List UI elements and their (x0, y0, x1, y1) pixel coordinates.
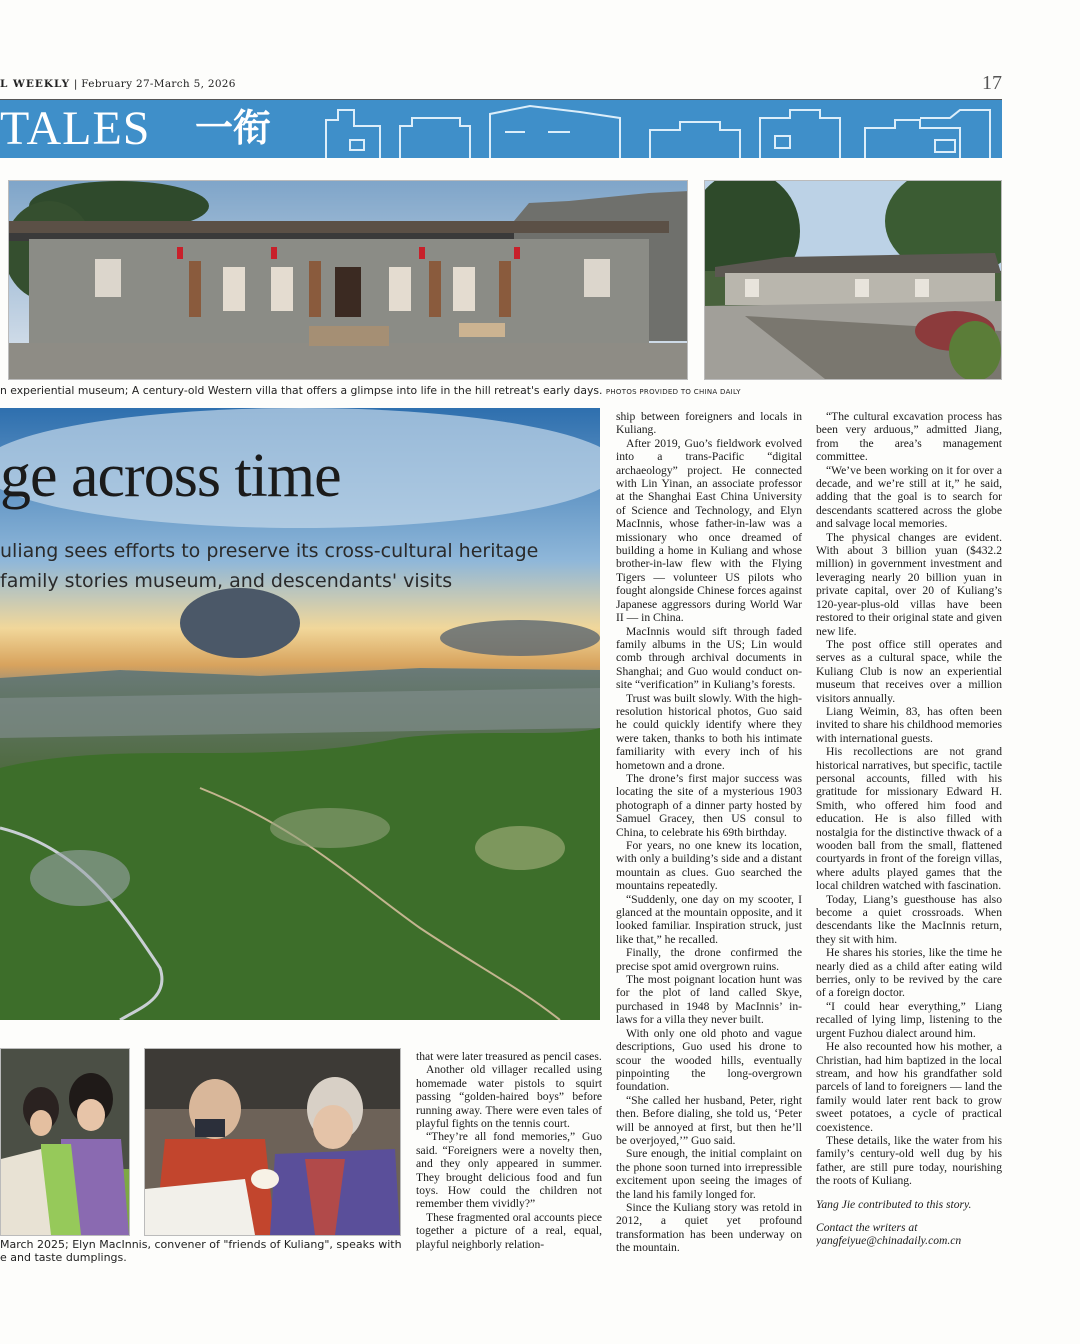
photo-visitors-dumplings (144, 1048, 401, 1236)
paragraph: Since the Kuliang story was retold in 2012, a quiet yet profound transformation has been underway on the mountain. (616, 1200, 802, 1255)
photo-western-villa (704, 180, 1002, 380)
contact-label: Contact the writers at (816, 1220, 918, 1234)
bottom-photos-caption (0, 1238, 402, 1264)
paragraph: Today, Liang’s guesthouse has also become a quiet crossroads. When descendants like the MacInnis return, they sit with him. (816, 892, 1002, 946)
paragraph: “She called her husband, Peter, right then. Before dialing, she told us, ‘Peter will be annoyed at first, but then he’ll be overjoyed,’” Guo said. (616, 1093, 802, 1147)
photo-stone-museum (8, 180, 688, 380)
paragraph: The most poignant location hunt was for the plot of land called Skye, purchased in 1948 by MacInnis’ in-laws for a villa they never built. (616, 973, 802, 1027)
page-header (0, 72, 1002, 98)
paragraph: Another old villager recalled using homemade water pistols to squirt passing “golden-haired boys” before running away. There were even tales of playful fights on the tennis court. (416, 1063, 602, 1131)
paragraph: The post office still operates and serves as a cultural space, while the Kuliang Club is now an experiential museum that receives over a million visitors annually. (816, 637, 1002, 705)
paragraph: “We’ve been working on it for over a decade, and we’re still at it,” he said, adding that the goal is to search for descendants scattered across the globe and salvage local memories. (816, 463, 1002, 531)
paragraph: ship between foreigners and locals in Kuliang. (616, 410, 802, 437)
banner-chinese: 一衔 (195, 106, 272, 150)
section-banner (0, 100, 1002, 158)
issue-date: February 27-March 5, 2026 (81, 78, 236, 90)
paragraph: With only one old photo and vague descriptions, Guo used his drone to scour the wooded hills, eventually pinpointing the long-overgrown foundation. (616, 1026, 802, 1094)
article-column-2 (616, 410, 802, 1272)
article-column-1 (416, 1050, 602, 1272)
deck-line-1: uliang sees efforts to preserve its cross-cultural heritage (0, 540, 539, 562)
paragraph: He shares his stories, like the time he nearly died as a child after eating wild berries, only to be revived by the care of a foreign doctor. (816, 946, 1002, 1000)
banner-title: TALES (0, 102, 151, 155)
bottom-caption-line-1: March 2025; Elyn MacInnis, convener of "friends of Kuliang", speaks with (0, 1238, 402, 1251)
paragraph: MacInnis would sift through faded family albums in the US; Lin would comb through archival documents in Shanghai; and Guo would conduct on-site “verification” in Kuliang’s forests. (616, 624, 802, 692)
headline: ge across time (0, 442, 341, 510)
deck (0, 536, 538, 596)
paragraph: Sure enough, the initial complaint on the phone soon turned into irrepressible excitement upon seeing the images of the land his family longed for. (616, 1147, 802, 1201)
article-column-3 (816, 410, 1002, 1272)
paragraph: “They’re all fond memories,” Guo said. “Foreigners were a novelty then, and they only appeared in summer. They brought delicious food and fun toys. How could the children not remember them vividly?” (416, 1130, 602, 1211)
paragraph: His recollections are not grand historical narratives, but specific, tactile personal accounts, filled with his gratitude for missionary Edward H. Smith, who offered him food and education. He is also filled with nostalgia for the distinctive thwack of a wooden ball from the small, flattened courtyards in front of the foreign villas, where adults played games that the local children watched with fascination. (816, 745, 1002, 893)
paragraph: After 2019, Guo’s fieldwork evolved into a trans-Pacific “digital archaeology” project. He connected with Lin Yinan, an associate professor at the Shanghai East China University of Science and Technology, and Elyn MacInnis, whose father-in-law was a missionary who once dreamed of building a home in Kuliang and whose brother-in-law flew with the Flying Tigers — volunteer US pilots who fought alongside Chinese forces against Japanese aggressors during World War II — in China. (616, 436, 802, 625)
paragraph: “Suddenly, one day on my scooter, I glanced at the mountain opposite, and it looked familiar. Inspiration struck, just like that,” he recalled. (616, 892, 802, 946)
deck-line-2: family stories museum, and descendants' visits (0, 570, 453, 592)
paragraph: Finally, the drone confirmed the precise spot amid overgrown ruins. (616, 946, 802, 973)
paragraph: The physical changes are evident. With about 3 billion yuan ($432.2 million) in government investment and leveraging nearly 20 billion yuan in private capital, over 20 of Kuliang’s 120-year-plus-old villas have been restored to their original state and given new life. (816, 530, 1002, 638)
header-left (0, 78, 236, 90)
paragraph: These fragmented oral accounts piece together a picture of a real, equal, playful neighborly relation- (416, 1210, 602, 1251)
paragraph: that were later treasured as pencil cases. (416, 1050, 602, 1063)
bottom-caption-line-2: e and taste dumplings. (0, 1251, 127, 1264)
paragraph: The drone’s first major success was locating the site of a mysterious 1903 photograph of a dinner party hosted by Samuel Gracey, then US consul to China, to celebrate his 69th birthday. (616, 771, 802, 839)
section-name: L WEEKLY (0, 78, 71, 90)
hero-image (0, 408, 600, 1020)
top-caption-text: n experiential museum; A century-old Western villa that offers a glimpse into life in the hill retreat's early days. (0, 384, 603, 397)
paragraph: He also recounted how his mother, a Christian, had him baptized in the local stream, and how his grandfather sold parcels of land to foreigners — land the family would later rent back to grow sweet potatoes, a cycle of practical coexistence. (816, 1040, 1002, 1134)
paragraph: “I could hear everything,” Liang recalled of lying limp, listening to the urgent Fuzhou dialect around him. (816, 999, 1002, 1040)
paragraph: Trust was built slowly. With the high-resolution historical photos, Guo said he could quickly identify where they were taken, thanks to both his intimate familiarity with every inch of his hometown and a drone. (616, 691, 802, 772)
photo-children (0, 1048, 130, 1236)
contact-email: yangfeiyue@chinadaily.com.cn (816, 1234, 962, 1248)
paragraph: Liang Weimin, 83, has often been invited to share his childhood memories with international guests. (816, 704, 1002, 745)
paragraph: For years, no one knew its location, with only a building’s side and a distant mountain as clues. Guo searched the mountains repeatedly. (616, 839, 802, 893)
skyline-illustration (320, 100, 1002, 158)
top-photos-caption (0, 384, 741, 399)
paragraph: These details, like the water from his family’s century-old well dug by his father, are still pure today, nourishing the roots of Kuliang. (816, 1133, 1002, 1188)
page-number: 17 (982, 72, 1002, 94)
photo-credit: PHOTOS PROVIDED TO CHINA DAILY (605, 388, 741, 396)
contributor-credit: Yang Jie contributed to this story. (816, 1197, 972, 1211)
paragraph: “The cultural excavation process has been very arduous,” admitted Jiang, from the area’s management committee. (816, 410, 1002, 464)
header-separator: | (73, 78, 78, 90)
